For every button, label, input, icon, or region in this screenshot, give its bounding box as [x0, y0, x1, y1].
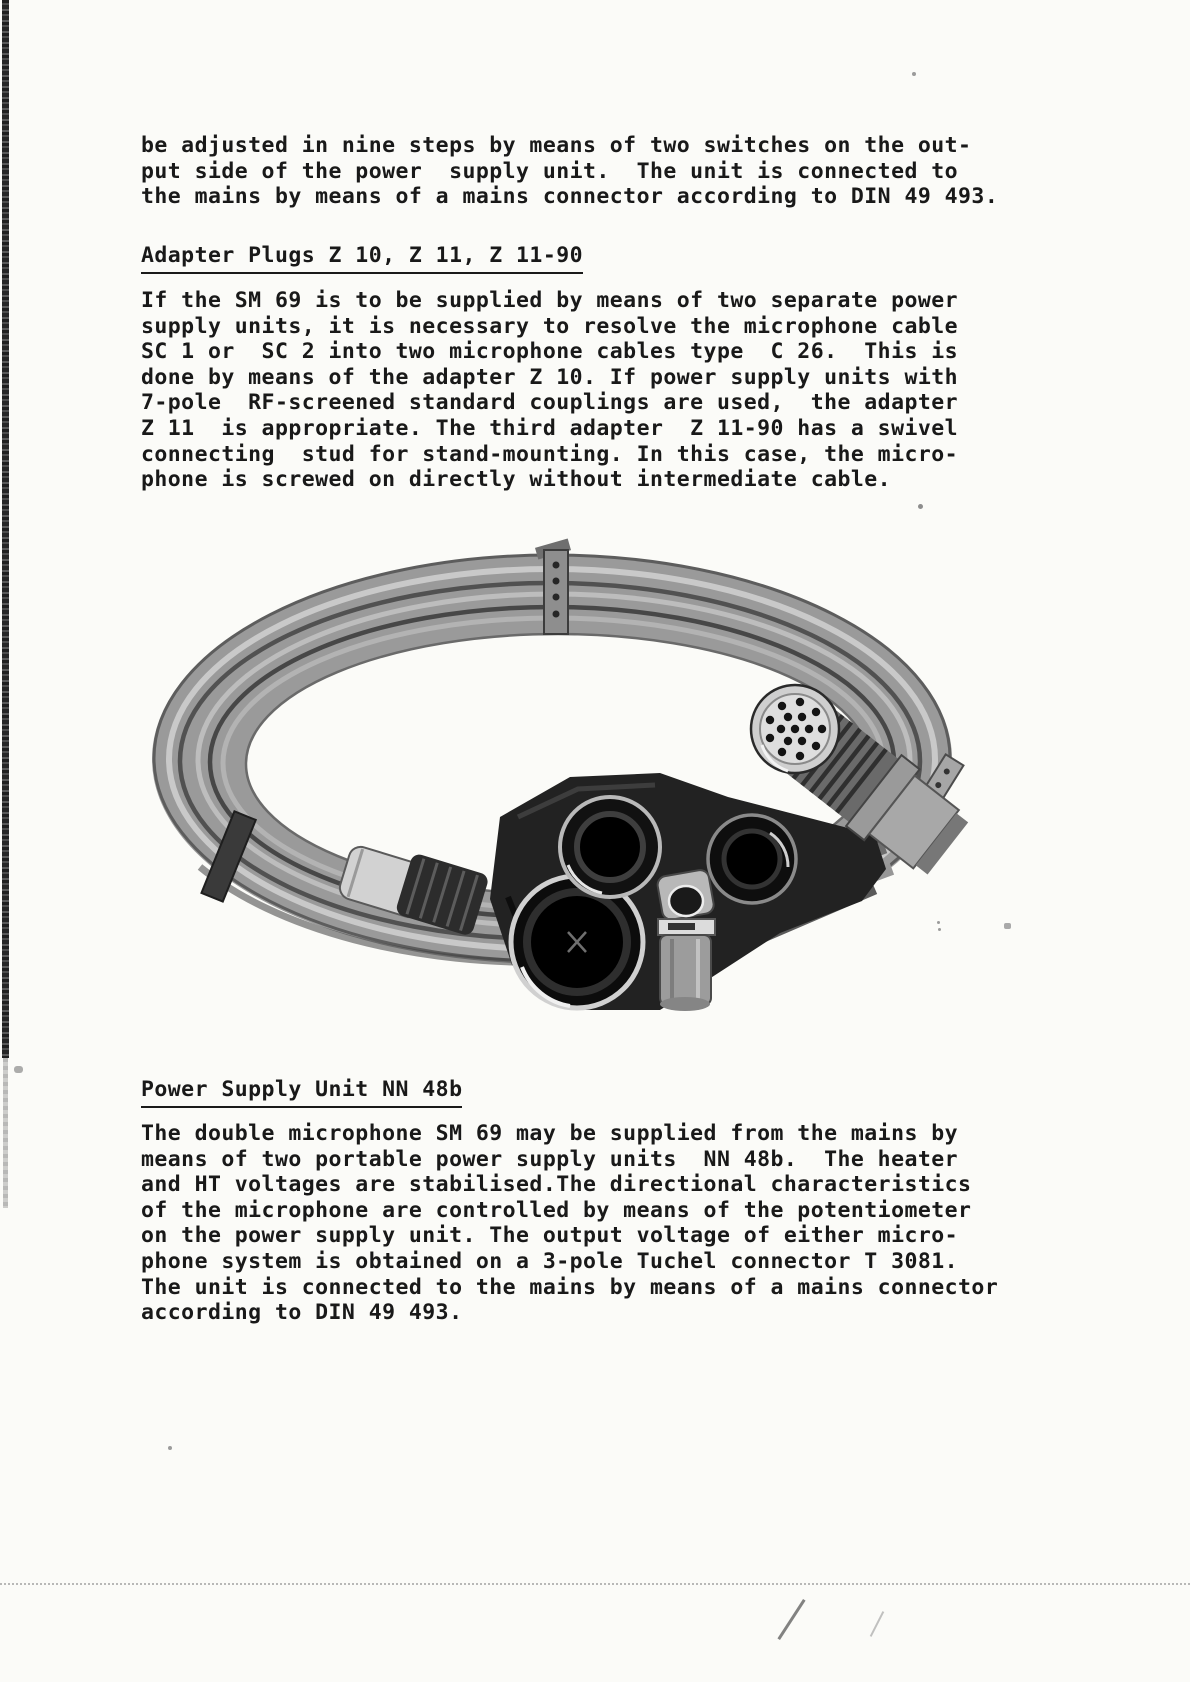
text-line: The double microphone SM 69 may be supplied from the mains by	[141, 1121, 959, 1146]
text-line: The unit is connected to the mains by means of a mains connector	[141, 1274, 999, 1300]
paragraph-adapter-plugs	[141, 288, 958, 493]
pen-mark-slash	[777, 1599, 805, 1640]
text-line: Z 11 is appropriate. The third adapter Z 11-90 has a swivel	[141, 415, 959, 441]
text-line: put side of the power supply unit. The unit is connected to	[141, 158, 959, 184]
text-line: be adjusted in nine steps by means of two switches on the out-	[141, 133, 972, 158]
scan-speck	[14, 1066, 23, 1073]
section-heading-power-supply: Power Supply Unit NN 48b	[141, 1077, 462, 1108]
text-line: means of two portable power supply units NN 48b. The heater	[141, 1146, 959, 1172]
text-line: of the microphone are controlled by means of the potentiometer	[141, 1197, 972, 1223]
text-line: the mains by means of a mains connector according to DIN 49 493.	[141, 184, 999, 210]
scan-speck	[918, 504, 923, 509]
scan-fold-line	[0, 1583, 1190, 1585]
figure-cable-photo	[140, 517, 970, 1015]
swivel-stud-connector	[656, 869, 715, 1011]
cable-photo-illustration	[140, 517, 970, 1015]
text-line: SC 1 or SC 2 into two microphone cables type C 26. This is	[141, 339, 959, 365]
text-line: according to DIN 49 493.	[141, 1300, 463, 1326]
scan-speck	[1004, 923, 1011, 929]
scan-edge-artifact	[2, 0, 9, 1058]
text-line: and HT voltages are stabilised.The directional characteristics	[141, 1172, 972, 1198]
section-heading-adapter-plugs: Adapter Plugs Z 10, Z 11, Z 11-90	[141, 243, 583, 274]
text-line: on the power supply unit. The output voltage of either micro-	[141, 1223, 959, 1249]
text-line: phone is screwed on directly without intermediate cable.	[141, 467, 892, 493]
paragraph-power-supply	[141, 1121, 998, 1326]
text-line: done by means of the adapter Z 10. If power supply units with	[141, 364, 959, 390]
pen-mark-slash	[870, 1611, 884, 1637]
text-line: supply units, it is necessary to resolve the microphone cable	[141, 313, 959, 339]
scan-speck	[168, 1446, 172, 1450]
scan-edge-artifact-fade	[3, 1058, 8, 1208]
scan-speck	[912, 72, 916, 76]
text-line: connecting stud for stand-mounting. In this case, the micro-	[141, 441, 959, 467]
text-line: 7-pole RF-screened standard couplings are used, the adapter	[141, 390, 959, 416]
text-line: If the SM 69 is to be supplied by means of two separate power	[141, 288, 959, 313]
text-line: phone system is obtained on a 3-pole Tuchel connector T 3081.	[141, 1248, 959, 1274]
paragraph-intro	[141, 133, 998, 210]
